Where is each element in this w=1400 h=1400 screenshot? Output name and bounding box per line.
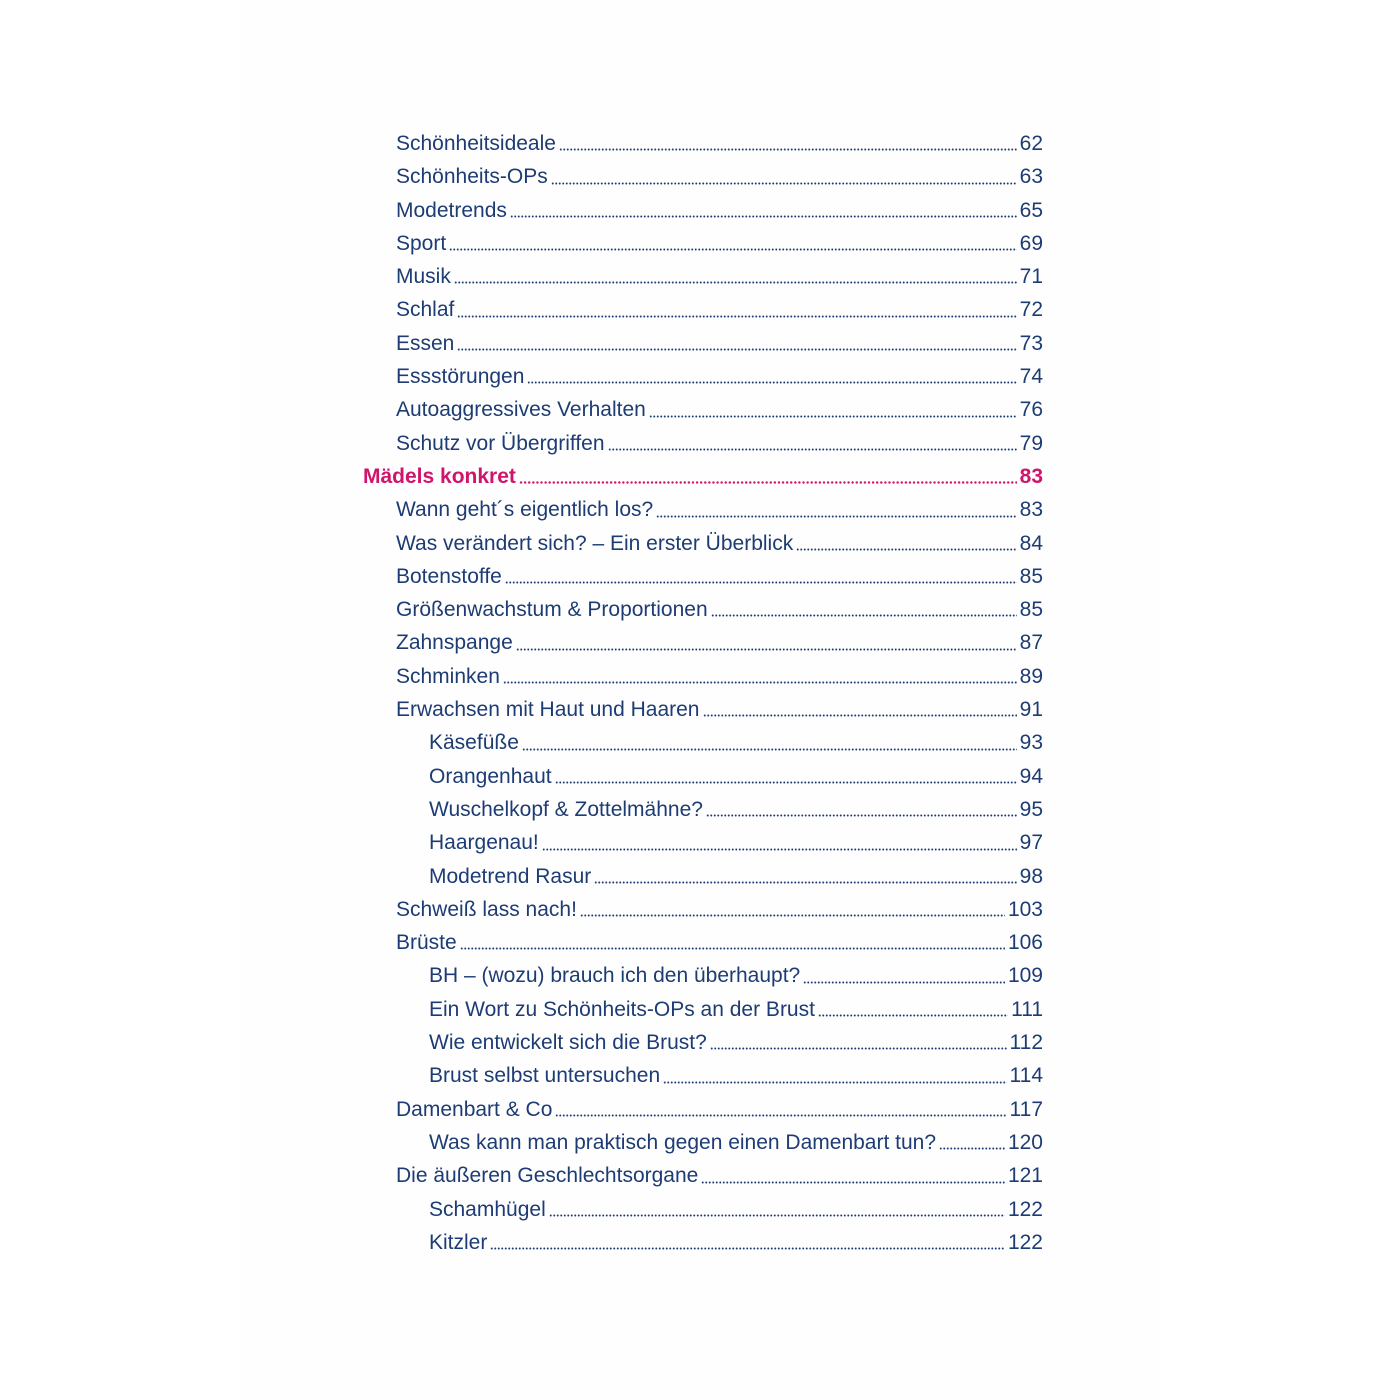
page-number: 85 bbox=[1019, 598, 1043, 622]
previous-chapter-section-list bbox=[363, 127, 1043, 460]
chapter-title: Mädels konkret bbox=[363, 464, 516, 488]
toc-entry bbox=[363, 527, 1043, 560]
entry-title: Erwachsen mit Haut und Haaren bbox=[396, 698, 700, 722]
dot-leader bbox=[711, 614, 1017, 617]
entry-title: Schweiß lass nach! bbox=[396, 897, 577, 921]
dot-leader bbox=[460, 947, 1005, 950]
page-number: 89 bbox=[1019, 664, 1043, 688]
toc-entry bbox=[363, 194, 1043, 227]
page-number: 91 bbox=[1019, 698, 1043, 722]
dot-leader bbox=[457, 315, 1016, 318]
dot-leader bbox=[703, 714, 1017, 717]
toc-entry bbox=[363, 127, 1043, 160]
section-with-subsections bbox=[363, 693, 1043, 893]
page-number: 63 bbox=[1019, 165, 1043, 189]
entry-title: Schönheitsideale bbox=[396, 132, 556, 155]
dot-leader bbox=[490, 1247, 1005, 1250]
subentry-title: Haargenau! bbox=[429, 831, 539, 855]
toc-subentry bbox=[363, 793, 1043, 826]
dot-leader bbox=[454, 281, 1017, 284]
subentry-title: Was kann man praktisch gegen einen Damenbart tun? bbox=[429, 1130, 937, 1154]
toc-subentry bbox=[363, 1226, 1043, 1259]
section-with-subsections bbox=[363, 1093, 1043, 1160]
dot-leader bbox=[818, 1014, 1008, 1017]
page-number: 122 bbox=[1007, 1230, 1043, 1254]
entry-title: Essen bbox=[396, 331, 455, 355]
entry-title: Essstörungen bbox=[396, 365, 525, 389]
dot-leader bbox=[527, 381, 1016, 384]
page-number: 69 bbox=[1019, 231, 1043, 255]
page-number: 79 bbox=[1019, 431, 1043, 455]
dot-leader bbox=[580, 914, 1005, 917]
toc-entry bbox=[363, 293, 1043, 326]
toc-entry bbox=[363, 893, 1043, 926]
dot-leader bbox=[701, 1181, 1005, 1184]
subentry-title: BH – (wozu) brauch ich den überhaupt? bbox=[429, 964, 801, 988]
toc-subentry bbox=[363, 1059, 1043, 1092]
dot-leader bbox=[796, 548, 1016, 551]
toc-entry bbox=[363, 626, 1043, 659]
entry-title: Modetrends bbox=[396, 198, 507, 222]
toc-entry bbox=[363, 327, 1043, 360]
entry-title: Autoaggressives Verhalten bbox=[396, 398, 646, 422]
section-with-subsections bbox=[363, 926, 1043, 1092]
toc-subentry bbox=[363, 860, 1043, 893]
section-with-subsections bbox=[363, 1159, 1043, 1259]
toc-entry bbox=[363, 160, 1043, 193]
entry-title: Zahnspange bbox=[396, 631, 513, 655]
page-number: 74 bbox=[1019, 365, 1043, 389]
page-number: 106 bbox=[1007, 931, 1043, 955]
entry-title: Wann geht´s eigentlich los? bbox=[396, 498, 654, 522]
dot-leader bbox=[803, 981, 1005, 984]
table-of-contents bbox=[363, 127, 1043, 1259]
toc-subentry bbox=[363, 993, 1043, 1026]
subentry-title: Brust selbst untersuchen bbox=[429, 1064, 661, 1088]
page-number: 97 bbox=[1019, 831, 1043, 855]
page-number: 73 bbox=[1019, 331, 1043, 355]
page-number: 121 bbox=[1007, 1164, 1043, 1188]
entry-title: Botenstoffe bbox=[396, 564, 502, 588]
dot-leader bbox=[503, 681, 1017, 684]
toc-entry bbox=[363, 660, 1043, 693]
page-number: 71 bbox=[1019, 265, 1043, 289]
entry-title: Sport bbox=[396, 231, 447, 255]
subentry-title: Orangenhaut bbox=[429, 764, 552, 788]
dot-leader bbox=[555, 1114, 1006, 1117]
subentry-title: Käsefüße bbox=[429, 731, 519, 755]
entry-title: Was verändert sich? – Ein erster Überblick bbox=[396, 531, 794, 555]
page-number: 120 bbox=[1007, 1130, 1043, 1154]
dot-leader bbox=[522, 748, 1017, 751]
chapter-page-number: 83 bbox=[1019, 464, 1043, 488]
toc-entry bbox=[363, 393, 1043, 426]
page-number: 111 bbox=[1011, 997, 1043, 1021]
toc-subentry bbox=[363, 1193, 1043, 1226]
toc-entry bbox=[363, 926, 1043, 959]
toc-subentry bbox=[363, 726, 1043, 759]
subentry-title: Wie entwickelt sich die Brust? bbox=[429, 1031, 707, 1055]
page-number: 112 bbox=[1009, 1031, 1043, 1055]
page-number: 94 bbox=[1019, 764, 1043, 788]
dot-leader bbox=[555, 781, 1017, 784]
toc-entry bbox=[363, 227, 1043, 260]
dot-leader bbox=[663, 1081, 1006, 1084]
toc-entry bbox=[363, 1159, 1043, 1192]
page-number: 76 bbox=[1019, 398, 1043, 422]
entry-title: Schminken bbox=[396, 664, 500, 688]
toc-subentry bbox=[363, 1126, 1043, 1159]
dot-leader bbox=[710, 1047, 1007, 1050]
subentry-title: Modetrend Rasur bbox=[429, 864, 592, 888]
entry-title: Größenwachstum & Proportionen bbox=[396, 598, 708, 622]
page-number: 93 bbox=[1019, 731, 1043, 755]
toc-entry bbox=[363, 693, 1043, 726]
subentry-title: Kitzler bbox=[429, 1230, 488, 1254]
page-number: 98 bbox=[1019, 864, 1043, 888]
toc-entry bbox=[363, 593, 1043, 626]
page-number: 109 bbox=[1007, 964, 1043, 988]
entry-title: Die äußeren Geschlechtsorgane bbox=[396, 1164, 699, 1188]
toc-entry bbox=[363, 560, 1043, 593]
dot-leader bbox=[656, 515, 1016, 518]
dot-leader bbox=[510, 215, 1017, 218]
page-number: 85 bbox=[1019, 564, 1043, 588]
chapter-block bbox=[363, 460, 1043, 1259]
subentry-title: Schamhügel bbox=[429, 1197, 546, 1221]
toc-entry bbox=[363, 360, 1043, 393]
dot-leader bbox=[542, 848, 1017, 851]
dot-leader bbox=[549, 1214, 1005, 1217]
entry-title: Schönheits-OPs bbox=[396, 165, 548, 189]
dot-leader bbox=[649, 415, 1017, 418]
page-number: 103 bbox=[1007, 897, 1043, 921]
page-number: 114 bbox=[1009, 1064, 1043, 1088]
dot-leader bbox=[939, 1147, 1005, 1150]
dot-leader bbox=[505, 581, 1017, 584]
dot-leader bbox=[559, 148, 1017, 151]
page-number: 65 bbox=[1019, 198, 1043, 222]
entry-title: Schlaf bbox=[396, 298, 455, 322]
entry-title: Brüste bbox=[396, 931, 457, 955]
dot-leader bbox=[706, 814, 1017, 817]
dot-leader bbox=[608, 448, 1017, 451]
page-number: 72 bbox=[1019, 298, 1043, 322]
dot-leader bbox=[457, 348, 1016, 351]
subentry-title: Ein Wort zu Schönheits-OPs an der Brust bbox=[429, 997, 815, 1021]
book-page bbox=[240, 0, 1160, 1400]
dot-leader bbox=[519, 481, 1017, 484]
toc-entry bbox=[363, 260, 1043, 293]
page-number: 84 bbox=[1019, 531, 1043, 555]
entry-title: Damenbart & Co bbox=[396, 1097, 553, 1121]
toc-entry bbox=[363, 1093, 1043, 1126]
toc-subentry bbox=[363, 760, 1043, 793]
entry-title: Musik bbox=[396, 265, 451, 289]
page-number: 95 bbox=[1019, 797, 1043, 821]
page-number: 83 bbox=[1019, 498, 1043, 522]
toc-entry bbox=[363, 427, 1043, 460]
toc-subentry bbox=[363, 1026, 1043, 1059]
toc-entry bbox=[363, 493, 1043, 526]
entry-title: Schutz vor Übergriffen bbox=[396, 431, 605, 455]
toc-subentry bbox=[363, 826, 1043, 859]
subentry-title: Wuschelkopf & Zottelmähne? bbox=[429, 797, 703, 821]
page-number: 122 bbox=[1007, 1197, 1043, 1221]
dot-leader bbox=[594, 881, 1016, 884]
chapter-entry bbox=[363, 460, 1043, 493]
toc-subentry bbox=[363, 959, 1043, 992]
page-number: 62 bbox=[1019, 132, 1043, 155]
dot-leader bbox=[551, 182, 1017, 185]
page-number: 87 bbox=[1019, 631, 1043, 655]
page-number: 117 bbox=[1009, 1097, 1043, 1121]
dot-leader bbox=[516, 648, 1017, 651]
dot-leader bbox=[449, 248, 1016, 251]
